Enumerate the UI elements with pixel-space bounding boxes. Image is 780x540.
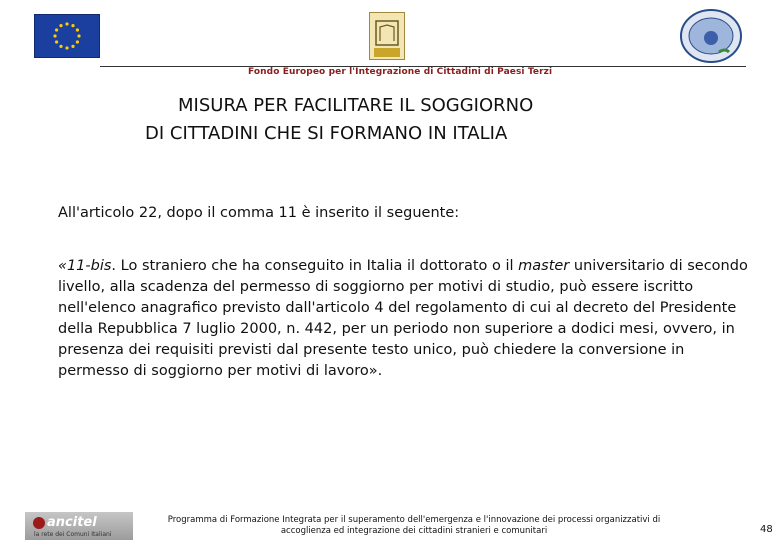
seal-logo-icon — [679, 8, 743, 64]
body-paragraph — [58, 256, 758, 382]
ancitel-brand: ancitel — [47, 515, 97, 530]
body-part-2: universitario di secondo livello, alla scadenza del permesso di soggiorno per motivi di studio, può essere iscritto nell'elenco anagrafico previsto dall'articolo 4 del regolamento di cui al decreto del Presidente della Repubblica 7 luglio 2000, n. 442, per un periodo non superiore a dodici mesi, ovvero, in presenza dei requisiti previsti dal presente testo unico, può chiedere la conversione in permesso di soggiorno per motivi di lavoro». — [58, 258, 748, 379]
body-part-1: . Lo straniero che ha conseguito in Italia il dottorato o il — [111, 258, 519, 274]
page-number: 48 — [760, 524, 773, 535]
ancitel-sub: la rete dei Comuni Italiani — [34, 531, 112, 538]
body-master: master — [518, 258, 570, 274]
eu-flag-icon — [34, 14, 100, 58]
title-line-2: DI CITTADINI CHE SI FORMANO IN ITALIA — [145, 123, 508, 144]
header-caption: Fondo Europeo per l'Integrazione di Cittadini di Paesi Terzi — [248, 67, 553, 77]
title-line-1: MISURA PER FACILITARE IL SOGGIORNO — [178, 95, 534, 116]
footer-text — [138, 515, 690, 537]
footer-line-2: accoglienza ed integrazione dei cittadini stranieri e comunitari — [280, 526, 548, 536]
intro-text: All'articolo 22, dopo il comma 11 è inserito il seguente: — [58, 205, 460, 221]
anci-logo-icon — [369, 12, 405, 60]
ancitel-logo-icon — [25, 512, 133, 540]
footer-line-1: Programma di Formazione Integrata per il superamento dell'emergenza e l'innovazione dei processi organizzativi di — [167, 515, 661, 525]
ancitel-mark-icon — [33, 517, 45, 529]
body-lead: «11-bis — [58, 258, 112, 274]
slide-title — [145, 92, 645, 148]
